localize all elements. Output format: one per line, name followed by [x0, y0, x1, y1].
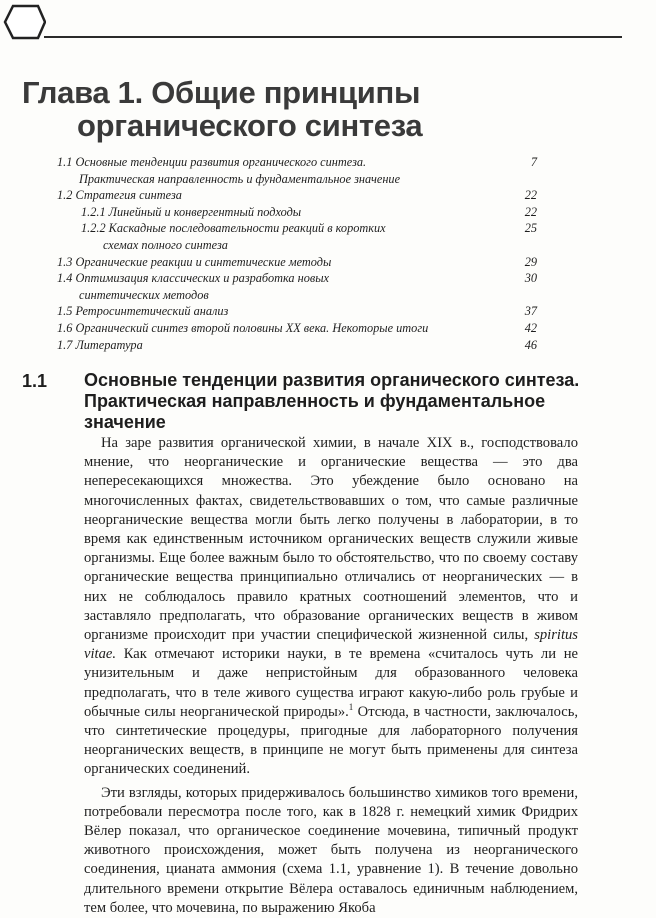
toc-item-label-cont: синтетических методов	[79, 287, 209, 302]
chapter-title-line2: органического синтеза	[77, 108, 423, 143]
toc-item-page: 7	[530, 155, 537, 169]
toc-item-page: 29	[524, 254, 537, 269]
toc-item[interactable]	[57, 204, 537, 221]
toc-item-label: 1.2.2 Каскадные последовательности реакций в коротких	[81, 221, 386, 236]
toc-item-page: 37	[524, 304, 537, 319]
toc-item-label: 1.2.1 Линейный и конвергентный подходы	[81, 204, 302, 219]
paragraph-text: Как отмечают историки науки, в те времена «считалось чуть ли не унизительным и даже непристойным для образованного человека предполагать, что в теле живого существа играют какую-либо роль грубые и обычные силы неорганической природы».	[84, 646, 578, 720]
hexagon-badge-icon	[2, 4, 46, 40]
toc-item[interactable]	[57, 337, 537, 354]
paragraph-text: Отсюда, в частности, заключалось, что синтетические процедуры, пригодные для лабораторного получения неорганических веществ, в принципе не могут быть применены для синтеза органических соединений.	[84, 703, 579, 778]
toc-item-label: 1.3 Органические реакции и синтетические методы	[57, 254, 332, 269]
paragraph	[84, 434, 578, 780]
chapter-title-line1: Глава 1. Общие принципы	[22, 75, 421, 110]
toc-item-page: 22	[524, 188, 537, 203]
toc-item-label-cont: схемах полного синтеза	[103, 237, 228, 252]
toc-item[interactable]	[57, 303, 537, 320]
toc-item-label: 1.2 Стратегия синтеза	[57, 188, 182, 203]
header-rule	[44, 36, 622, 38]
toc-item[interactable]	[57, 254, 537, 271]
section-number: 1.1	[22, 371, 48, 391]
toc-item-label: 1.4 Оптимизация классических и разработка новых	[57, 271, 330, 286]
body-text	[84, 434, 578, 918]
footnote-marker[interactable]: 1	[348, 701, 354, 712]
toc-item[interactable]	[57, 187, 537, 204]
paragraph: Эти взгляды, которых придерживалось большинство химиков того времени, потребовали пересмотра после того, как в 1828 г. немецкий химик Фридрих Вёлер показал, что органическое соединение мочевина, типичный продукт животного происхождения, может быть получена из неорганического соединения, цианата аммония (схема 1.1, уравнение 1). В течение довольно длительного времени открытие Вёлера оставалось единичным наблюдением, тем более, что мочевина, по выражению Якоба	[84, 784, 578, 916]
toc-item[interactable]	[57, 270, 537, 303]
section-title: Основные тенденции развития органического синтеза. Практическая направленность и фундаментальное значение	[84, 370, 580, 432]
toc-item-label: 1.7 Литература	[57, 337, 143, 352]
toc-item-page: 25	[524, 221, 537, 236]
toc-item[interactable]	[57, 320, 537, 337]
latin-term: spiritus vitae.	[84, 627, 578, 663]
toc-item-page: 22	[524, 204, 537, 219]
table-of-contents	[57, 154, 537, 353]
toc-item-page: 30	[524, 271, 537, 286]
toc-item-label: 1.5 Ретросинтетический анализ	[57, 304, 229, 319]
toc-item-page: 42	[524, 320, 537, 335]
toc-item[interactable]	[57, 154, 537, 187]
paragraph-text: На заре развития органической химии, в начале XIX в., господствовало мнение, что неорганические и органические вещества — это два непересекающихся множества. Это убеждение было основано на многочисленных фактах, свидетельствовавших о том, что самые различные неорганические вещества могли быть легко получены в лаборатории, в то время как единственным источником органических веществ служили живые организмы. Еще более важным было то обстоятельство, что по своему составу органические вещества принципиально отличались от неорганических — в них не соблюдалось правило кратных соотношений элементов, что и заставляло предполагать, что образование органических веществ в живом организме происходит при участии специфической жизненной силы,	[84, 435, 578, 644]
chapter-title	[22, 76, 422, 142]
toc-item-label: 1.1 Основные тенденции развития органического синтеза.	[57, 155, 367, 169]
toc-item-label: 1.6 Органический синтез второй половины XX века. Некоторые итоги	[57, 320, 429, 335]
toc-item-label-cont: Практическая направленность и фундаментальное значение	[79, 171, 401, 186]
toc-item[interactable]	[57, 220, 537, 253]
toc-item-page: 46	[524, 337, 537, 352]
